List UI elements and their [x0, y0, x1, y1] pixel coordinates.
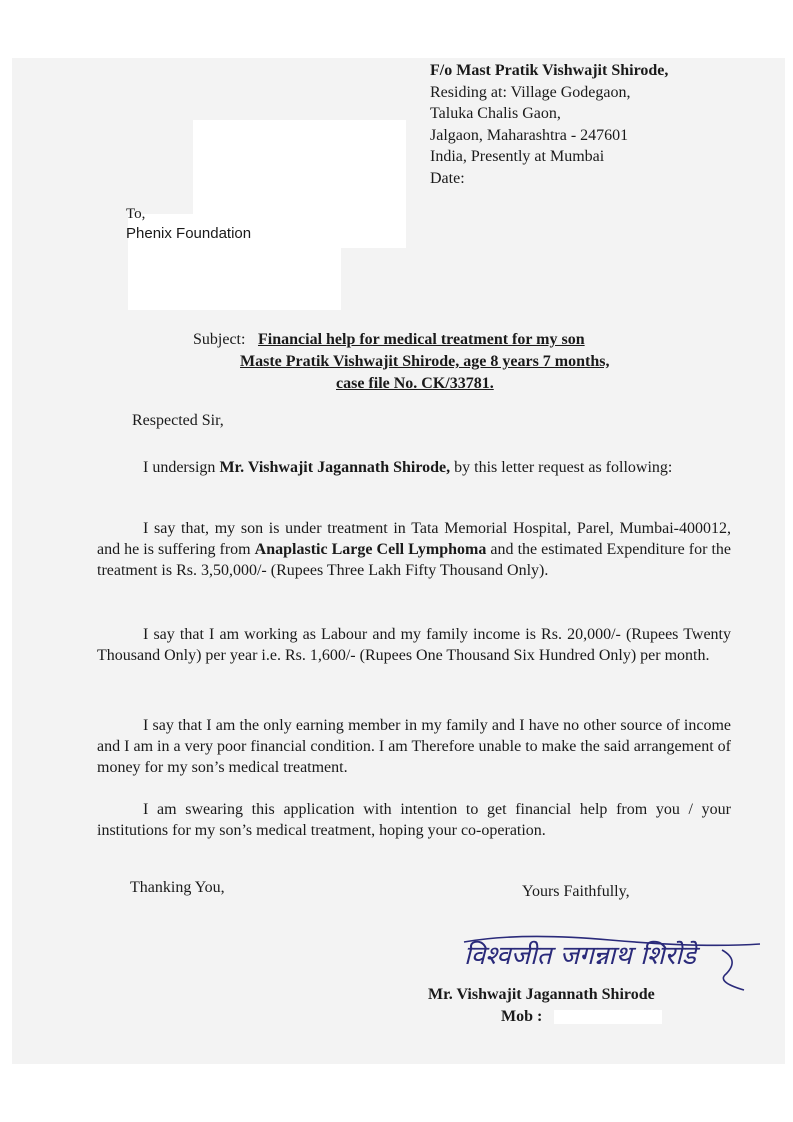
body-paragraph: [97, 457, 731, 478]
to-label: To,: [126, 206, 146, 222]
paragraph-text: I say that I am the only earning member in my family and I have no other source of income and I am in a very poor financial condition. I am Therefore unable to make the said arrangement of money for my son’s medical treatment.: [97, 717, 731, 776]
body-paragraph: [97, 715, 731, 778]
paragraph-text: by this letter request as following:: [450, 459, 673, 476]
paragraph-text: and the estimated Expenditure for the treatment is Rs. 3,50,000/- (Rupees Three Lakh Fifty Thousand Only).: [97, 541, 732, 579]
body-paragraph: [97, 799, 731, 841]
sender-address-line: Taluka Chalis Gaon,: [430, 105, 561, 122]
sender-name: F/o Mast Pratik Vishwajit Shirode,: [430, 62, 669, 79]
closing-faithfully: Yours Faithfully,: [522, 883, 630, 900]
sender-address: [430, 60, 668, 189]
redaction-block: [554, 1010, 662, 1024]
paragraph-text: I say that, my son is under treatment in Tata Memorial Hospital, Parel, Mumbai-400012, and he is suffering from: [97, 520, 731, 558]
signature-text: विश्वजीत जगन्नाथ शिरोडे: [464, 941, 696, 971]
handwritten-signature: [460, 930, 780, 994]
body-paragraph: [97, 624, 731, 666]
paragraph-text: I say that I am working as Labour and my family income is Rs. 20,000/- (Rupees Twenty Thousand Only) per year i.e. Rs. 1,600/- (Rupees One Thousand Six Hundred Only) per month.: [97, 626, 731, 664]
mobile-label: Mob :: [501, 1008, 543, 1025]
closing-thanks: Thanking You,: [130, 879, 225, 896]
date-label: Date:: [430, 169, 465, 187]
subject-line: Financial help for medical treatment for my son: [258, 331, 585, 348]
paragraph-text: I am swearing this application with intention to get financial help from you / your institutions for my son’s medical treatment, hoping your co-operation.: [97, 801, 731, 839]
subject-line: case file No. CK/33781.: [336, 375, 494, 392]
salutation: Respected Sir,: [132, 412, 224, 429]
applicant-name: Mr. Vishwajit Jagannath Shirode,: [219, 459, 451, 476]
sender-address-line: India, Presently at Mumbai: [430, 148, 605, 165]
body-paragraph: [97, 518, 731, 581]
paragraph-text: I undersign: [143, 459, 220, 476]
subject-line: Maste Pratik Vishwajit Shirode, age 8 years 7 months,: [240, 353, 610, 370]
sender-address-line: Residing at: Village Godegaon,: [430, 83, 631, 101]
signature-flourish: [722, 950, 744, 990]
recipient-org: Phenix Foundation: [126, 225, 252, 242]
subject-label: Subject:: [193, 331, 246, 348]
sender-address-line: Jalgaon, Maharashtra - 247601: [430, 126, 629, 144]
signer-name: Mr. Vishwajit Jagannath Shirode: [428, 986, 655, 1003]
diagnosis: Anaplastic Large Cell Lymphoma: [254, 541, 487, 558]
recipient-block: [126, 204, 251, 244]
